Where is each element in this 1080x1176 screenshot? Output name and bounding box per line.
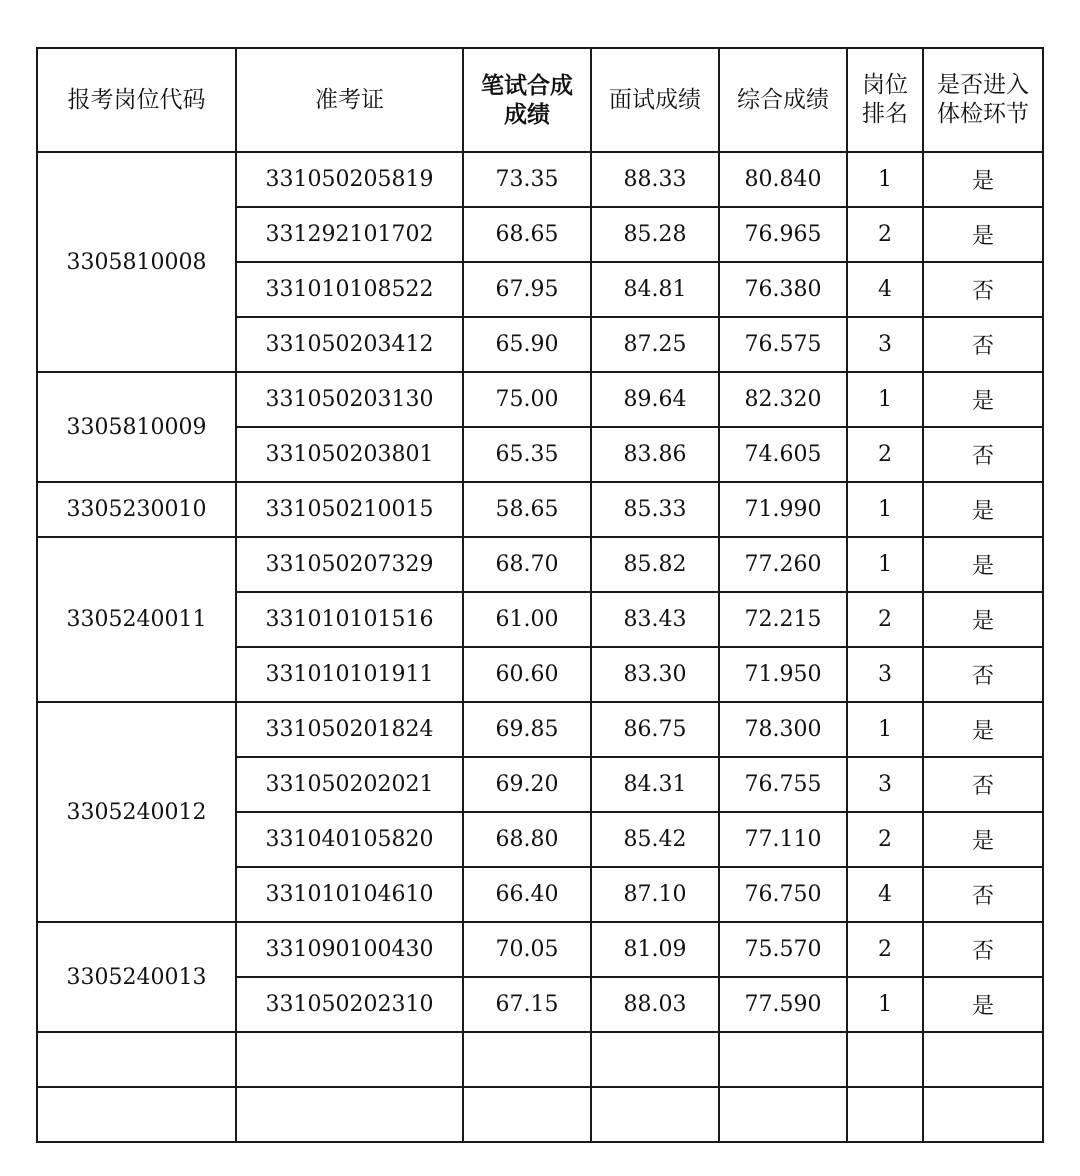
empty-cell (591, 1087, 719, 1142)
total-score-cell: 77.260 (719, 537, 847, 592)
position-code-cell: 3305810008 (37, 152, 236, 372)
exam-number-cell: 331292101702 (236, 207, 463, 262)
table-row (37, 482, 1043, 537)
header-text: 准考证 (315, 86, 384, 113)
written-score-cell: 60.60 (463, 647, 591, 702)
rank-cell: 3 (847, 757, 923, 812)
rank-cell: 2 (847, 922, 923, 977)
written-score-cell: 66.40 (463, 867, 591, 922)
written-score-cell: 69.20 (463, 757, 591, 812)
header-text: 是否进入 (937, 72, 1029, 98)
physical-exam-cell: 是 (923, 372, 1043, 427)
written-score-cell: 65.35 (463, 427, 591, 482)
total-score-cell: 74.605 (719, 427, 847, 482)
rank-cell: 3 (847, 317, 923, 372)
physical-exam-cell: 是 (923, 702, 1043, 757)
position-code-cell: 3305810009 (37, 372, 236, 482)
physical-exam-cell: 是 (923, 812, 1043, 867)
interview-score-cell: 85.28 (591, 207, 719, 262)
exam-number-cell: 331010108522 (236, 262, 463, 317)
empty-cell (847, 1032, 923, 1087)
total-score-cell: 76.750 (719, 867, 847, 922)
physical-exam-cell: 否 (923, 757, 1043, 812)
interview-score-cell: 88.03 (591, 977, 719, 1032)
interview-score-cell: 83.30 (591, 647, 719, 702)
total-score-cell: 71.950 (719, 647, 847, 702)
header-text: 岗位 (862, 72, 908, 98)
rank-cell: 2 (847, 207, 923, 262)
written-score-cell: 65.90 (463, 317, 591, 372)
exam-number-cell: 331050201824 (236, 702, 463, 757)
interview-score-cell: 87.25 (591, 317, 719, 372)
exam-number-cell: 331010101911 (236, 647, 463, 702)
rank-cell: 1 (847, 372, 923, 427)
interview-score-cell: 84.31 (591, 757, 719, 812)
written-score-cell: 67.95 (463, 262, 591, 317)
interview-score-cell: 83.86 (591, 427, 719, 482)
written-score-cell: 58.65 (463, 482, 591, 537)
interview-score-cell: 87.10 (591, 867, 719, 922)
position-code-cell: 3305230010 (37, 482, 236, 537)
physical-exam-cell: 否 (923, 317, 1043, 372)
total-score-cell: 80.840 (719, 152, 847, 207)
exam-number-cell: 331090100430 (236, 922, 463, 977)
interview-score-cell: 84.81 (591, 262, 719, 317)
header-text: 综合成绩 (737, 86, 829, 113)
header-interview-score (591, 48, 719, 152)
written-score-cell: 68.80 (463, 812, 591, 867)
exam-number-cell: 331050203130 (236, 372, 463, 427)
written-score-cell: 70.05 (463, 922, 591, 977)
rank-cell: 3 (847, 647, 923, 702)
table-body (37, 152, 1043, 1142)
interview-score-cell: 86.75 (591, 702, 719, 757)
empty-cell (923, 1087, 1043, 1142)
exam-number-cell: 331010104610 (236, 867, 463, 922)
empty-cell (591, 1032, 719, 1087)
header-total-score (719, 48, 847, 152)
table-row (37, 372, 1043, 427)
header-position-rank (847, 48, 923, 152)
rank-cell: 4 (847, 867, 923, 922)
score-table (36, 47, 1044, 1143)
rank-cell: 1 (847, 977, 923, 1032)
physical-exam-cell: 是 (923, 537, 1043, 592)
empty-row (37, 1087, 1043, 1142)
total-score-cell: 76.755 (719, 757, 847, 812)
empty-cell (463, 1032, 591, 1087)
physical-exam-cell: 否 (923, 262, 1043, 317)
written-score-cell: 68.65 (463, 207, 591, 262)
header-written-score (463, 48, 591, 152)
interview-score-cell: 81.09 (591, 922, 719, 977)
rank-cell: 1 (847, 537, 923, 592)
exam-number-cell: 331050205819 (236, 152, 463, 207)
rank-cell: 1 (847, 482, 923, 537)
written-score-cell: 69.85 (463, 702, 591, 757)
physical-exam-cell: 是 (923, 592, 1043, 647)
interview-score-cell: 89.64 (591, 372, 719, 427)
written-score-cell: 73.35 (463, 152, 591, 207)
physical-exam-cell: 否 (923, 427, 1043, 482)
written-score-cell: 67.15 (463, 977, 591, 1032)
position-code-cell: 3305240012 (37, 702, 236, 922)
table-row (37, 152, 1043, 207)
header-text: 成绩 (504, 101, 550, 128)
physical-exam-cell: 是 (923, 977, 1043, 1032)
empty-cell (37, 1087, 236, 1142)
empty-cell (719, 1032, 847, 1087)
empty-cell (37, 1032, 236, 1087)
header-text: 笔试合成 (481, 72, 573, 99)
header-physical-exam (923, 48, 1043, 152)
total-score-cell: 77.110 (719, 812, 847, 867)
rank-cell: 4 (847, 262, 923, 317)
empty-cell (719, 1087, 847, 1142)
total-score-cell: 72.215 (719, 592, 847, 647)
header-exam-number (236, 48, 463, 152)
written-score-cell: 61.00 (463, 592, 591, 647)
interview-score-cell: 85.82 (591, 537, 719, 592)
header-text: 面试成绩 (609, 86, 701, 113)
exam-number-cell: 331010101516 (236, 592, 463, 647)
exam-number-cell: 331050210015 (236, 482, 463, 537)
rank-cell: 1 (847, 152, 923, 207)
total-score-cell: 78.300 (719, 702, 847, 757)
position-code-cell: 3305240011 (37, 537, 236, 702)
physical-exam-cell: 是 (923, 482, 1043, 537)
interview-score-cell: 83.43 (591, 592, 719, 647)
physical-exam-cell: 是 (923, 152, 1043, 207)
total-score-cell: 71.990 (719, 482, 847, 537)
header-text: 体检环节 (937, 101, 1029, 127)
interview-score-cell: 85.33 (591, 482, 719, 537)
physical-exam-cell: 否 (923, 647, 1043, 702)
empty-cell (463, 1087, 591, 1142)
interview-score-cell: 88.33 (591, 152, 719, 207)
exam-number-cell: 331050202310 (236, 977, 463, 1032)
exam-number-cell: 331050202021 (236, 757, 463, 812)
rank-cell: 2 (847, 812, 923, 867)
header-row (37, 48, 1043, 152)
total-score-cell: 75.570 (719, 922, 847, 977)
exam-number-cell: 331050203801 (236, 427, 463, 482)
total-score-cell: 76.575 (719, 317, 847, 372)
position-code-cell: 3305240013 (37, 922, 236, 1032)
rank-cell: 1 (847, 702, 923, 757)
header-position-code (37, 48, 236, 152)
written-score-cell: 75.00 (463, 372, 591, 427)
empty-row (37, 1032, 1043, 1087)
table-row (37, 702, 1043, 757)
total-score-cell: 82.320 (719, 372, 847, 427)
total-score-cell: 76.380 (719, 262, 847, 317)
physical-exam-cell: 是 (923, 207, 1043, 262)
empty-cell (923, 1032, 1043, 1087)
exam-number-cell: 331050203412 (236, 317, 463, 372)
table-row (37, 537, 1043, 592)
empty-cell (236, 1087, 463, 1142)
rank-cell: 2 (847, 592, 923, 647)
written-score-cell: 68.70 (463, 537, 591, 592)
header-text: 排名 (862, 101, 908, 127)
exam-number-cell: 331050207329 (236, 537, 463, 592)
table-row (37, 922, 1043, 977)
physical-exam-cell: 否 (923, 867, 1043, 922)
rank-cell: 2 (847, 427, 923, 482)
interview-score-cell: 85.42 (591, 812, 719, 867)
total-score-cell: 76.965 (719, 207, 847, 262)
header-text: 报考岗位代码 (67, 86, 206, 113)
exam-number-cell: 331040105820 (236, 812, 463, 867)
empty-cell (847, 1087, 923, 1142)
total-score-cell: 77.590 (719, 977, 847, 1032)
physical-exam-cell: 否 (923, 922, 1043, 977)
empty-cell (236, 1032, 463, 1087)
